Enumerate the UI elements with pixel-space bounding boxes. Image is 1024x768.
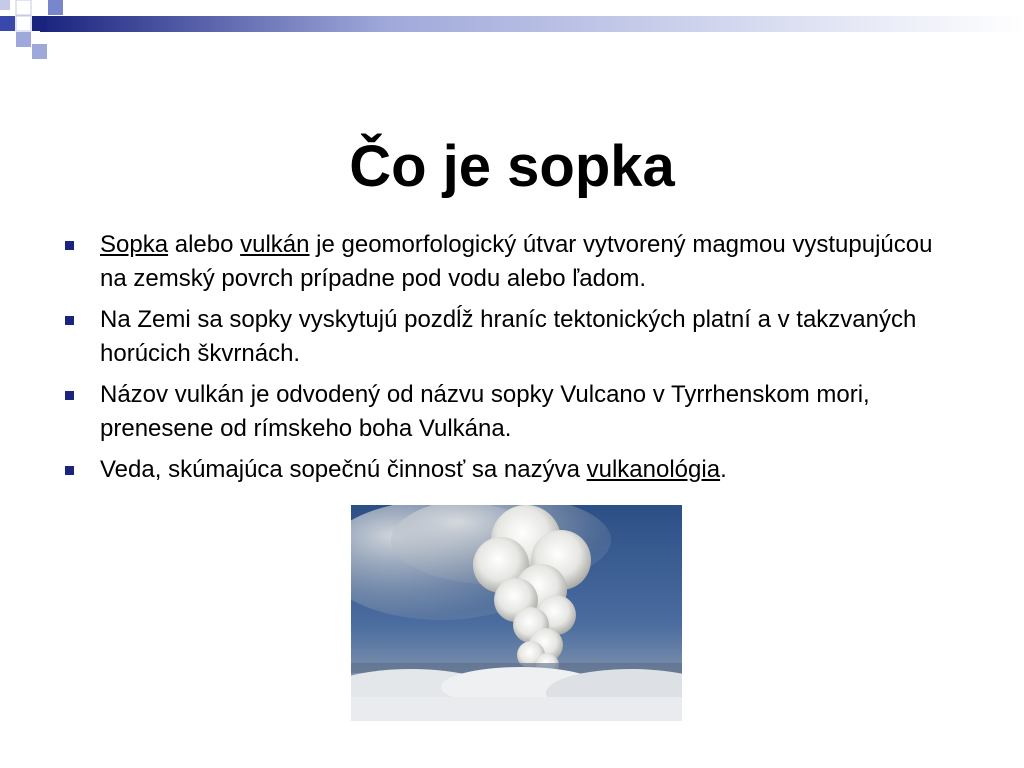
bullet-item: [62, 453, 962, 487]
decor-square: [16, 0, 31, 15]
link-vulkanologia[interactable]: vulkanológia: [586, 456, 721, 483]
decor-square: [48, 0, 63, 15]
square-bullet-icon: [65, 391, 74, 400]
bullet-item: [62, 228, 962, 296]
volcano-eruption-photo: [351, 505, 682, 721]
bullet-text: Veda, skúmajúca sopečnú činnosť sa nazýva: [100, 456, 587, 483]
square-bullet-icon: [65, 316, 74, 325]
bullet-text: je geomorfologický útvar vytvorený magmou vystupujúcou na zemský povrch prípadne pod vodu alebo ľadom.: [100, 231, 933, 292]
decor-square: [32, 44, 47, 59]
decor-square: [0, 0, 10, 10]
link-sopka[interactable]: Sopka: [100, 231, 169, 258]
link-vulkan[interactable]: vulkán: [240, 231, 310, 258]
decor-square: [0, 16, 15, 31]
header-gradient-band: [40, 16, 1024, 32]
decor-square: [16, 16, 31, 31]
photo-cloud-sea: [351, 667, 682, 721]
header-decoration: [0, 0, 1024, 62]
bullet-text: Názov vulkán je odvodený od názvu sopky Vulcano v Tyrrhenskom mori, prenesene od rímskeho boha Vulkána.: [100, 381, 870, 442]
bullet-text: .: [720, 456, 727, 483]
slide-title: Čo je sopka: [349, 133, 675, 199]
bullet-text: alebo: [168, 231, 241, 258]
bullet-text: Na Zemi sa sopky vyskytujú pozdĺž hraníc tektonických platní a v takzvaných horúcich škvrnách.: [100, 306, 917, 367]
bullet-item: [62, 378, 962, 446]
decor-square: [16, 32, 31, 47]
square-bullet-icon: [65, 466, 74, 475]
square-bullet-icon: [65, 241, 74, 250]
decor-square: [32, 16, 47, 31]
bullet-item: [62, 303, 962, 371]
bullet-list: [62, 228, 962, 494]
